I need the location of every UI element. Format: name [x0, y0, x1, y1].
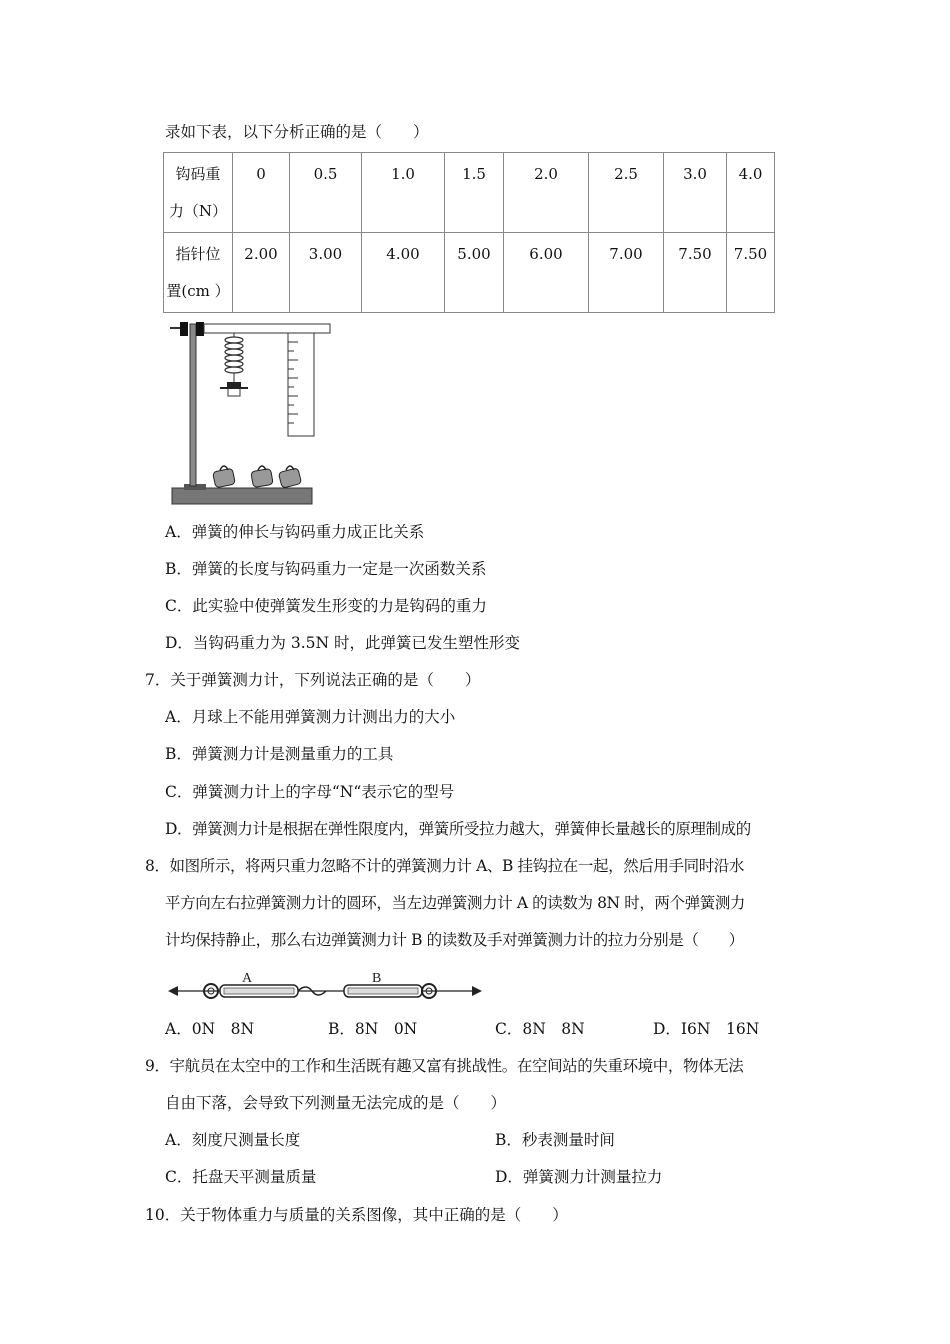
q9-stem-line-1: 9．宇航员在太空中的工作和生活既有趣又富有挑战性。在空间站的失重环境中，物体无法 — [145, 1057, 744, 1075]
table-header-cell: 指针位 置(cm ） — [164, 233, 233, 313]
table-cell: 4.0 — [727, 153, 775, 233]
scale-label-a: A — [242, 971, 253, 986]
table-cell: 2.0 — [504, 153, 589, 233]
table-cell: 0.5 — [290, 153, 362, 233]
table-cell: 1.0 — [362, 153, 445, 233]
table-cell: 3.00 — [290, 233, 362, 313]
q6-option-b: B．弹簧的长度与钩码重力一定是一次函数关系 — [165, 560, 487, 578]
q7-option-c: C．弹簧测力计上的字母“N“表示它的型号 — [165, 783, 455, 801]
q9-option-d: D．弹簧测力计测量拉力 — [495, 1168, 663, 1186]
q7-stem: 7．关于弹簧测力计，下列说法正确的是（ ） — [145, 671, 481, 689]
q8-option-d: D．I6N 16N — [653, 1020, 760, 1038]
table-cell: 7.00 — [589, 233, 664, 313]
table-cell: 2.5 — [589, 153, 664, 233]
q10-stem: 10．关于物体重力与质量的关系图像，其中正确的是（ ） — [145, 1206, 568, 1224]
spring-scales-figure — [166, 966, 484, 1002]
q8-option-c: C．8N 8N — [495, 1020, 585, 1038]
q7-option-d: D．弹簧测力计是根据在弹性限度内，弹簧所受拉力越大，弹簧伸长量越长的原理制成的 — [165, 820, 751, 838]
table-cell: 1.5 — [445, 153, 504, 233]
table-header-cell: 钩码重 力（N） — [164, 153, 233, 233]
q8-option-a: A．0N 8N — [165, 1020, 255, 1038]
q6-option-a: A．弹簧的伸长与钩码重力成正比关系 — [165, 523, 425, 541]
table-row — [164, 153, 775, 233]
table-cell: 0 — [233, 153, 290, 233]
scale-label-b: B — [372, 971, 382, 986]
intro-line: 录如下表，以下分析正确的是（ ） — [165, 123, 429, 141]
table-cell: 2.00 — [233, 233, 290, 313]
q8-stem-line-1: 8．如图所示，将两只重力忽略不计的弹簧测力计 A、B 挂钩拉在一起，然后用手同时沿水 — [145, 857, 745, 875]
q9-option-b: B．秒表测量时间 — [495, 1131, 615, 1149]
table-cell: 7.50 — [727, 233, 775, 313]
q9-option-c: C．托盘天平测量质量 — [165, 1168, 317, 1186]
q7-option-b: B．弹簧测力计是测量重力的工具 — [165, 745, 394, 763]
spring-apparatus-figure — [168, 318, 338, 510]
q8-stem-line-3: 计均保持静止，那么右边弹簧测力计 B 的读数及手对弹簧测力计的拉力分别是（ ） — [165, 931, 744, 949]
q9-option-a: A．刻度尺测量长度 — [165, 1131, 301, 1149]
q8-stem-line-2: 平方向左右拉弹簧测力计的圆环，当左边弹簧测力计 A 的读数为 8N 时，两个弹簧测力 — [165, 894, 746, 912]
q8-option-b: B．8N 0N — [328, 1020, 418, 1038]
table-cell: 6.00 — [504, 233, 589, 313]
q9-stem-line-2: 自由下落，会导致下列测量无法完成的是（ ） — [165, 1094, 507, 1112]
q6-option-d: D．当钩码重力为 3.5N 时，此弹簧已发生塑性形变 — [165, 634, 520, 652]
table-cell: 5.00 — [445, 233, 504, 313]
data-table — [163, 152, 775, 313]
q7-option-a: A．月球上不能用弹簧测力计测出力的大小 — [165, 708, 456, 726]
q6-option-c: C．此实验中使弹簧发生形变的力是钩码的重力 — [165, 597, 487, 615]
table-cell: 7.50 — [664, 233, 727, 313]
table-cell: 3.0 — [664, 153, 727, 233]
table-row — [164, 233, 775, 313]
table-cell: 4.00 — [362, 233, 445, 313]
